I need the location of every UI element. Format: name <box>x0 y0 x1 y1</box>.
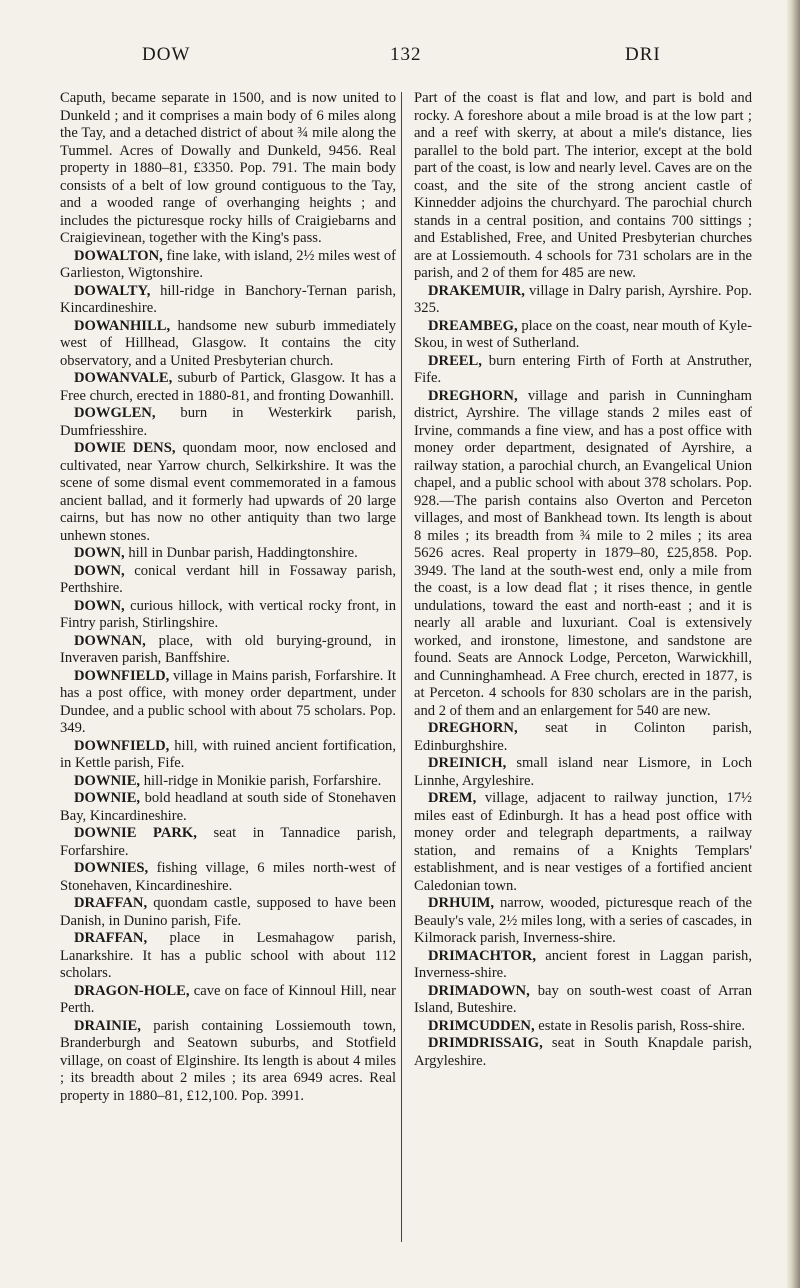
gazetteer-entry <box>414 283 752 318</box>
entry-text: village in Mains parish, Forfarshire. It has a post office, with money order department, under Dundee, and a public school with about 75 scholars. Pop. 349. <box>60 667 396 736</box>
entry-headword: DOWANVALE, <box>74 370 173 386</box>
gazetteer-entry <box>414 90 752 283</box>
entry-text: village and parish in Cunningham district, Ayrshire. The village stands 2 miles east of Irvine, commands a fine view, and has a post office with money order department, designated of Ayrshire, a railway station, a parochial church, an Evangelical Union chapel, and a public school with about 378 scholars. Pop. 928.—The parish contains also Overton and Perceton villages, and most of Bankhead town. Its length is about 8 miles ; its breadth from ¾ mile to 2 miles ; its area 5626 acres. Real property in 1879–80, £25,858. Pop. 3949. The land at the south-west end, only a mile from the coast, is a low dead flat ; it rises thence, in gentle undulations, toward the east and north-east ; and it is nearly all arable and luxuriant. Coal is extensively worked, and ironstone, limestone, and sandstone are found. Seats are Annock Lodge, Perceton, Warwickhill, and Cunninghamhead. A Free church, erected in 1877, is at Perceton. 4 schools for 830 scholars are in the parish, and 2 of them and an enlargement for 540 are new. <box>414 387 752 719</box>
entry-text: estate in Resolis parish, Ross-shire. <box>534 1017 745 1034</box>
entry-text: seat in Tannadice parish, Forfarshire. <box>60 825 397 859</box>
gazetteer-entry <box>60 825 396 860</box>
gazetteer-entry <box>60 318 396 371</box>
gazetteer-entry <box>414 388 752 721</box>
entry-text: place, with old burying-ground, in Inveraven parish, Banffshire. <box>60 632 396 666</box>
entry-headword: DREGHORN, <box>428 720 518 736</box>
entry-text: handsome new suburb immediately west of Hillhead, Glasgow. It contains the city observatory, and a United Presbyterian church. <box>60 317 396 369</box>
gazetteer-entry <box>414 895 752 948</box>
gazetteer-entry <box>60 545 396 563</box>
page-edge-shadow <box>786 0 800 1288</box>
gazetteer-entry <box>60 405 396 440</box>
entry-headword: DOWNFIELD, <box>74 737 170 754</box>
entry-headword: DOWALTY, <box>74 282 151 299</box>
column-divider <box>401 92 402 1242</box>
entry-headword: DRIMDRISSAIG, <box>428 1035 543 1051</box>
entry-headword: DREINICH, <box>428 755 507 771</box>
left-column <box>60 90 396 1105</box>
gazetteer-entry <box>60 370 396 405</box>
gazetteer-entry <box>414 1018 752 1036</box>
entry-headword: DOWGLEN, <box>74 405 156 421</box>
entry-headword: DOWALTON, <box>74 247 163 264</box>
entry-headword: DOWANHILL, <box>74 317 171 334</box>
page-number: 132 <box>390 44 422 65</box>
entry-text: quondam castle, supposed to have been Danish, in Dunino parish, Fife. <box>60 895 396 929</box>
gazetteer-entry <box>60 563 396 598</box>
gazetteer-entry <box>60 598 396 633</box>
entry-headword: DOWNIE, <box>74 790 141 806</box>
entry-text: narrow, wooded, picturesque reach of the Beauly's vale, 2½ miles long, with a series of cascades, in Kilmorack parish, Inverness-shire. <box>414 895 752 946</box>
gazetteer-entry <box>414 318 752 353</box>
gazetteer-entry <box>414 790 752 895</box>
entry-text: cave on face of Kinnoul Hill, near Perth. <box>60 982 396 1016</box>
entry-headword: DOWNIE PARK, <box>74 825 197 841</box>
entry-text: hill in Dunbar parish, Haddingtonshire. <box>124 545 358 561</box>
gazetteer-entry <box>414 983 752 1018</box>
gazetteer-entry <box>60 440 396 545</box>
entry-text: suburb of Partick, Glasgow. It has a Free church, erected in 1880-81, and fronting Dowanhill. <box>60 370 396 404</box>
entry-headword: DOWN, <box>74 545 125 561</box>
entry-text: bay on south-west coast of Arran Island, Buteshire. <box>414 982 752 1016</box>
entry-text: seat in Colinton parish, Edinburghshire. <box>414 720 752 754</box>
right-column <box>414 90 752 1070</box>
gazetteer-entry <box>60 1018 396 1106</box>
entry-headword: DRAGON-HOLE, <box>74 982 190 999</box>
gazetteer-entry <box>414 1035 752 1070</box>
entry-headword: DRIMCUDDEN, <box>428 1017 535 1034</box>
entry-headword: DOWNIES, <box>74 860 149 876</box>
entry-headword: DRIMACHTOR, <box>428 947 536 964</box>
entry-text: conical verdant hill in Fossaway parish, Perthshire. <box>60 562 396 596</box>
entry-headword: DOWNAN, <box>74 632 146 649</box>
entry-headword: DOWNIE, <box>74 772 141 789</box>
entry-text: Part of the coast is flat and low, and part is bold and rocky. A foreshore about a mile broad is at the low part ; and a reef with skerry, at about a mile's distance, lies parallel to the bold part. The interior, except at the bold part of the coast, is low and nearly level. Caves are on the coast, and the site of the strong ancient castle of Kinnedder adjoins the churchyard. The parochial church stands in a central position, and contains 700 sittings ; and Established, Free, and United Presbyterian churches are at Lossiemouth. 4 schools for 731 scholars are in the parish, and 2 of them for 485 are new. <box>414 90 752 281</box>
entry-text: fine lake, with island, 2½ miles west of Garlieston, Wigtonshire. <box>60 247 396 281</box>
entry-text: bold headland at south side of Stonehaven Bay, Kincardineshire. <box>60 790 396 824</box>
header-last-word: DRI <box>625 44 661 65</box>
entry-text: ancient forest in Laggan parish, Inverness-shire. <box>414 947 752 981</box>
entry-headword: DOWNFIELD, <box>74 667 170 684</box>
gazetteer-entry <box>60 773 396 791</box>
entry-text: place on the coast, near mouth of Kyle-Skou, in west of Sutherland. <box>414 317 752 351</box>
entry-headword: DOWIE DENS, <box>74 440 176 456</box>
entry-text: Caputh, became separate in 1500, and is now united to Dunkeld ; and it comprises a main body of 6 miles along the Tay, and a detached district of about ¾ mile along the Tummel. Acres of Dowally and Dunkeld, 9456. Real property in 1880–81, £3350. Pop. 791. The main body consists of a belt of low ground contiguous to the Tay, and a wooded range of overhanging heights ; and includes the picturesque rocky hills of Craigiebarns and Craigievinean, together with the King's pass. <box>60 90 396 246</box>
page-header <box>40 44 758 72</box>
entry-text: hill-ridge in Banchory-Ternan parish, Kincardineshire. <box>60 282 396 316</box>
entry-text: quondam moor, now enclosed and cultivated, near Yarrow church, Selkirkshire. It was the scene of some dismal event commemorated in a famous ancient ballad, and it formerly had upwards of 20 large cairns, but has now no other antiquity than two large unhewn stones. <box>60 440 397 544</box>
gazetteer-entry <box>414 353 752 388</box>
entry-text: seat in South Knapdale parish, Argyleshire. <box>414 1035 752 1069</box>
gazetteer-entry <box>60 895 396 930</box>
gazetteer-entry <box>414 755 752 790</box>
gazetteer-entry <box>414 948 752 983</box>
gazetteer-entry <box>60 790 396 825</box>
gazetteer-entry <box>60 633 396 668</box>
entry-text: parish containing Lossiemouth town, Branderburgh and Seatown suburbs, and Stotfield village, on coast of Elginshire. Its length is about 4 miles ; its breadth about 2 miles ; its area 6949 acres. Real property in 1880–81, £12,100. Pop. 3991. <box>60 1017 396 1104</box>
entry-text: village, adjacent to railway junction, 17½ miles east of Edinburgh. It has a head post office with money order and telegraph departments, a railway station, and remains of a Knights Templars' establishment, and is near vestiges of a fortified ancient Caledonian town. <box>414 790 752 894</box>
entry-headword: DREAMBEG, <box>428 317 518 334</box>
entry-text: curious hillock, with vertical rocky front, in Fintry parish, Stirlingshire. <box>60 597 396 631</box>
entry-text: burn entering Firth of Forth at Anstruther, Fife. <box>414 352 752 386</box>
gazetteer-entry <box>60 738 396 773</box>
gazetteer-entry <box>60 930 396 983</box>
gazetteer-entry <box>414 720 752 755</box>
entry-headword: DRAFFAN, <box>74 930 148 946</box>
gazetteer-entry <box>60 668 396 738</box>
gazetteer-entry <box>60 983 396 1018</box>
entry-headword: DREGHORN, <box>428 387 518 404</box>
entry-text: place in Lesmahagow parish, Lanarkshire. It has a public school with about 112 scholars. <box>60 930 396 981</box>
entry-headword: DRIMADOWN, <box>428 982 530 999</box>
entry-headword: DRHUIM, <box>428 895 495 911</box>
entry-text: small island near Lismore, in Loch Linnhe, Argyleshire. <box>414 755 752 789</box>
entry-headword: DOWN, <box>74 562 125 579</box>
entry-text: fishing village, 6 miles north-west of Stonehaven, Kincardineshire. <box>60 860 396 894</box>
entry-headword: DOWN, <box>74 597 125 614</box>
entry-headword: DRAFFAN, <box>74 895 148 911</box>
header-first-word: DOW <box>142 44 191 65</box>
entry-headword: DRAKEMUIR, <box>428 282 525 299</box>
entry-headword: DREM, <box>428 790 477 806</box>
gazetteer-entry <box>60 90 396 248</box>
entry-text: burn in Westerkirk parish, Dumfriesshire. <box>60 405 396 439</box>
gazetteer-entry <box>60 283 396 318</box>
entry-headword: DREEL, <box>428 352 482 369</box>
gazetteer-entry <box>60 860 396 895</box>
entry-headword: DRAINIE, <box>74 1017 141 1034</box>
entry-text: hill-ridge in Monikie parish, Forfarshire. <box>140 772 382 789</box>
gazetteer-entry <box>60 248 396 283</box>
entry-text: hill, with ruined ancient fortification, in Kettle parish, Fife. <box>60 737 396 771</box>
entry-text: village in Dalry parish, Ayrshire. Pop. 325. <box>414 282 752 316</box>
